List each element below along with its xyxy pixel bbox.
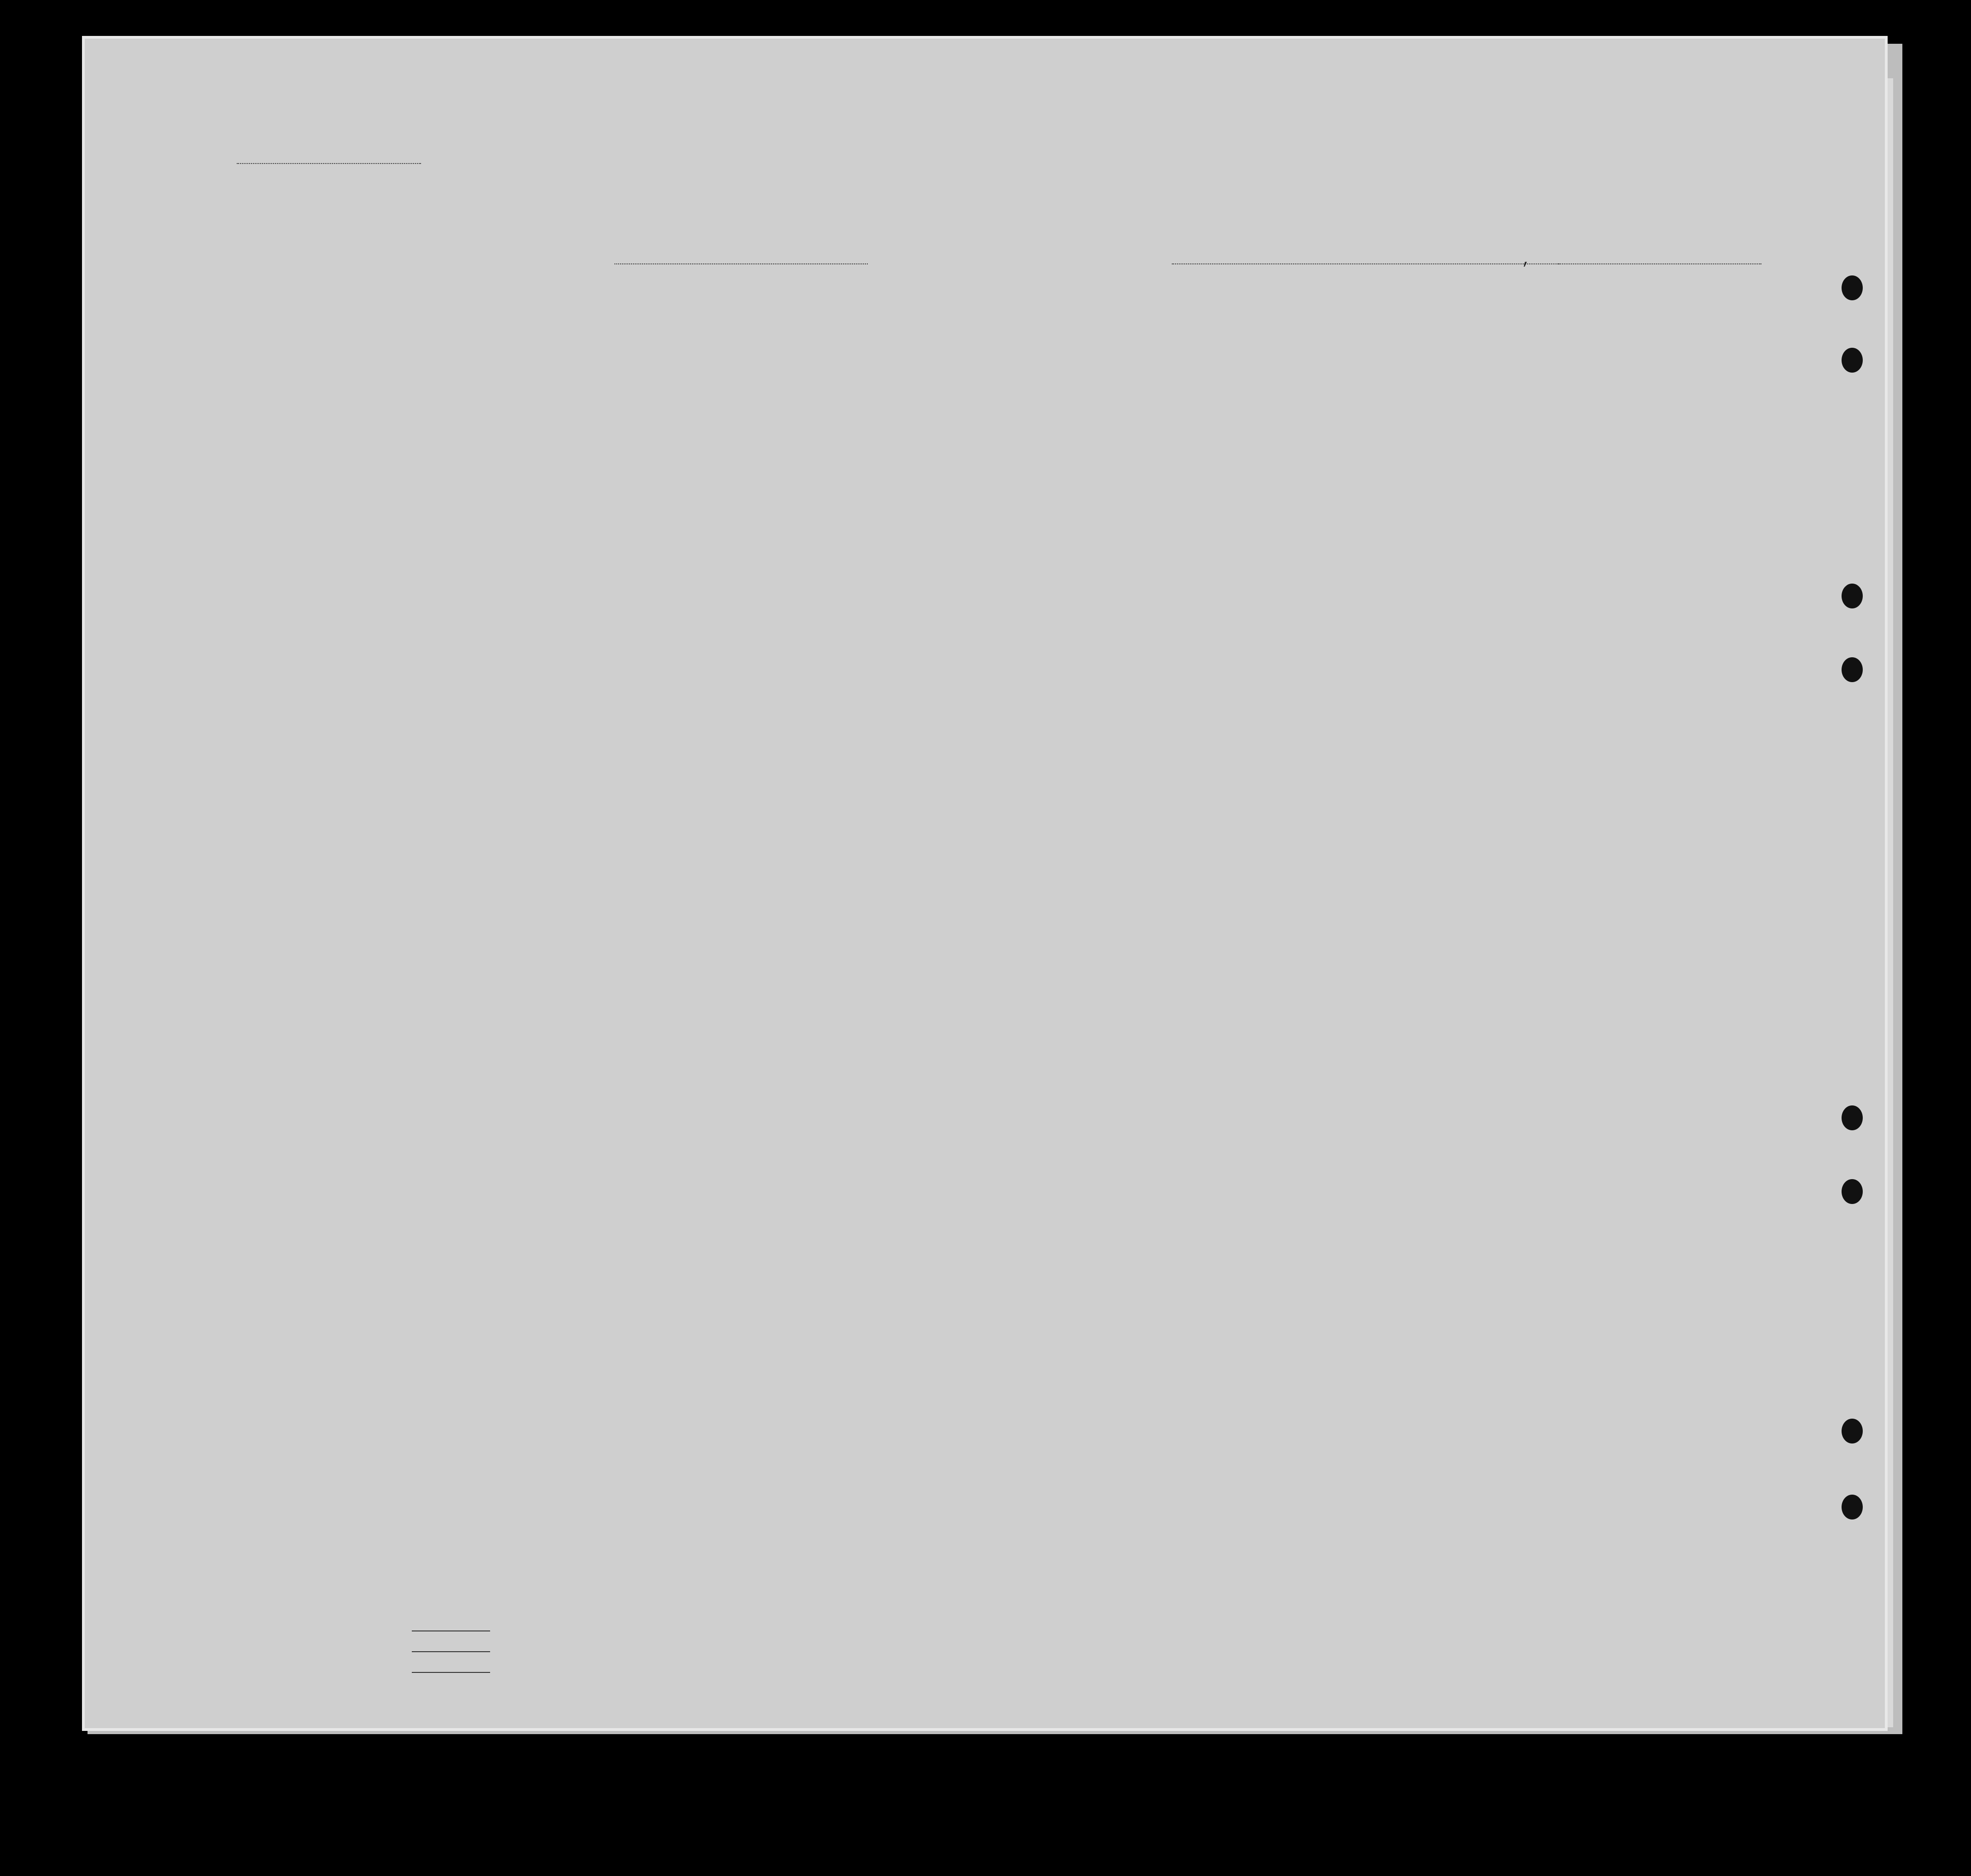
binder-hole: [1842, 348, 1863, 373]
binder-hole: [1842, 1105, 1863, 1130]
binder-hole: [1842, 1179, 1863, 1204]
binder-hole: [1842, 657, 1863, 682]
manifest-sheet: ,: [82, 36, 1888, 1731]
binder-hole: [1842, 1419, 1863, 1444]
citizens-line: [412, 1651, 490, 1652]
aliens-line: [412, 1672, 490, 1673]
binder-hole: [1842, 1495, 1863, 1520]
binder-hole: [1842, 584, 1863, 608]
binder-hole: [1842, 275, 1863, 300]
table-grid: [85, 39, 1890, 1734]
